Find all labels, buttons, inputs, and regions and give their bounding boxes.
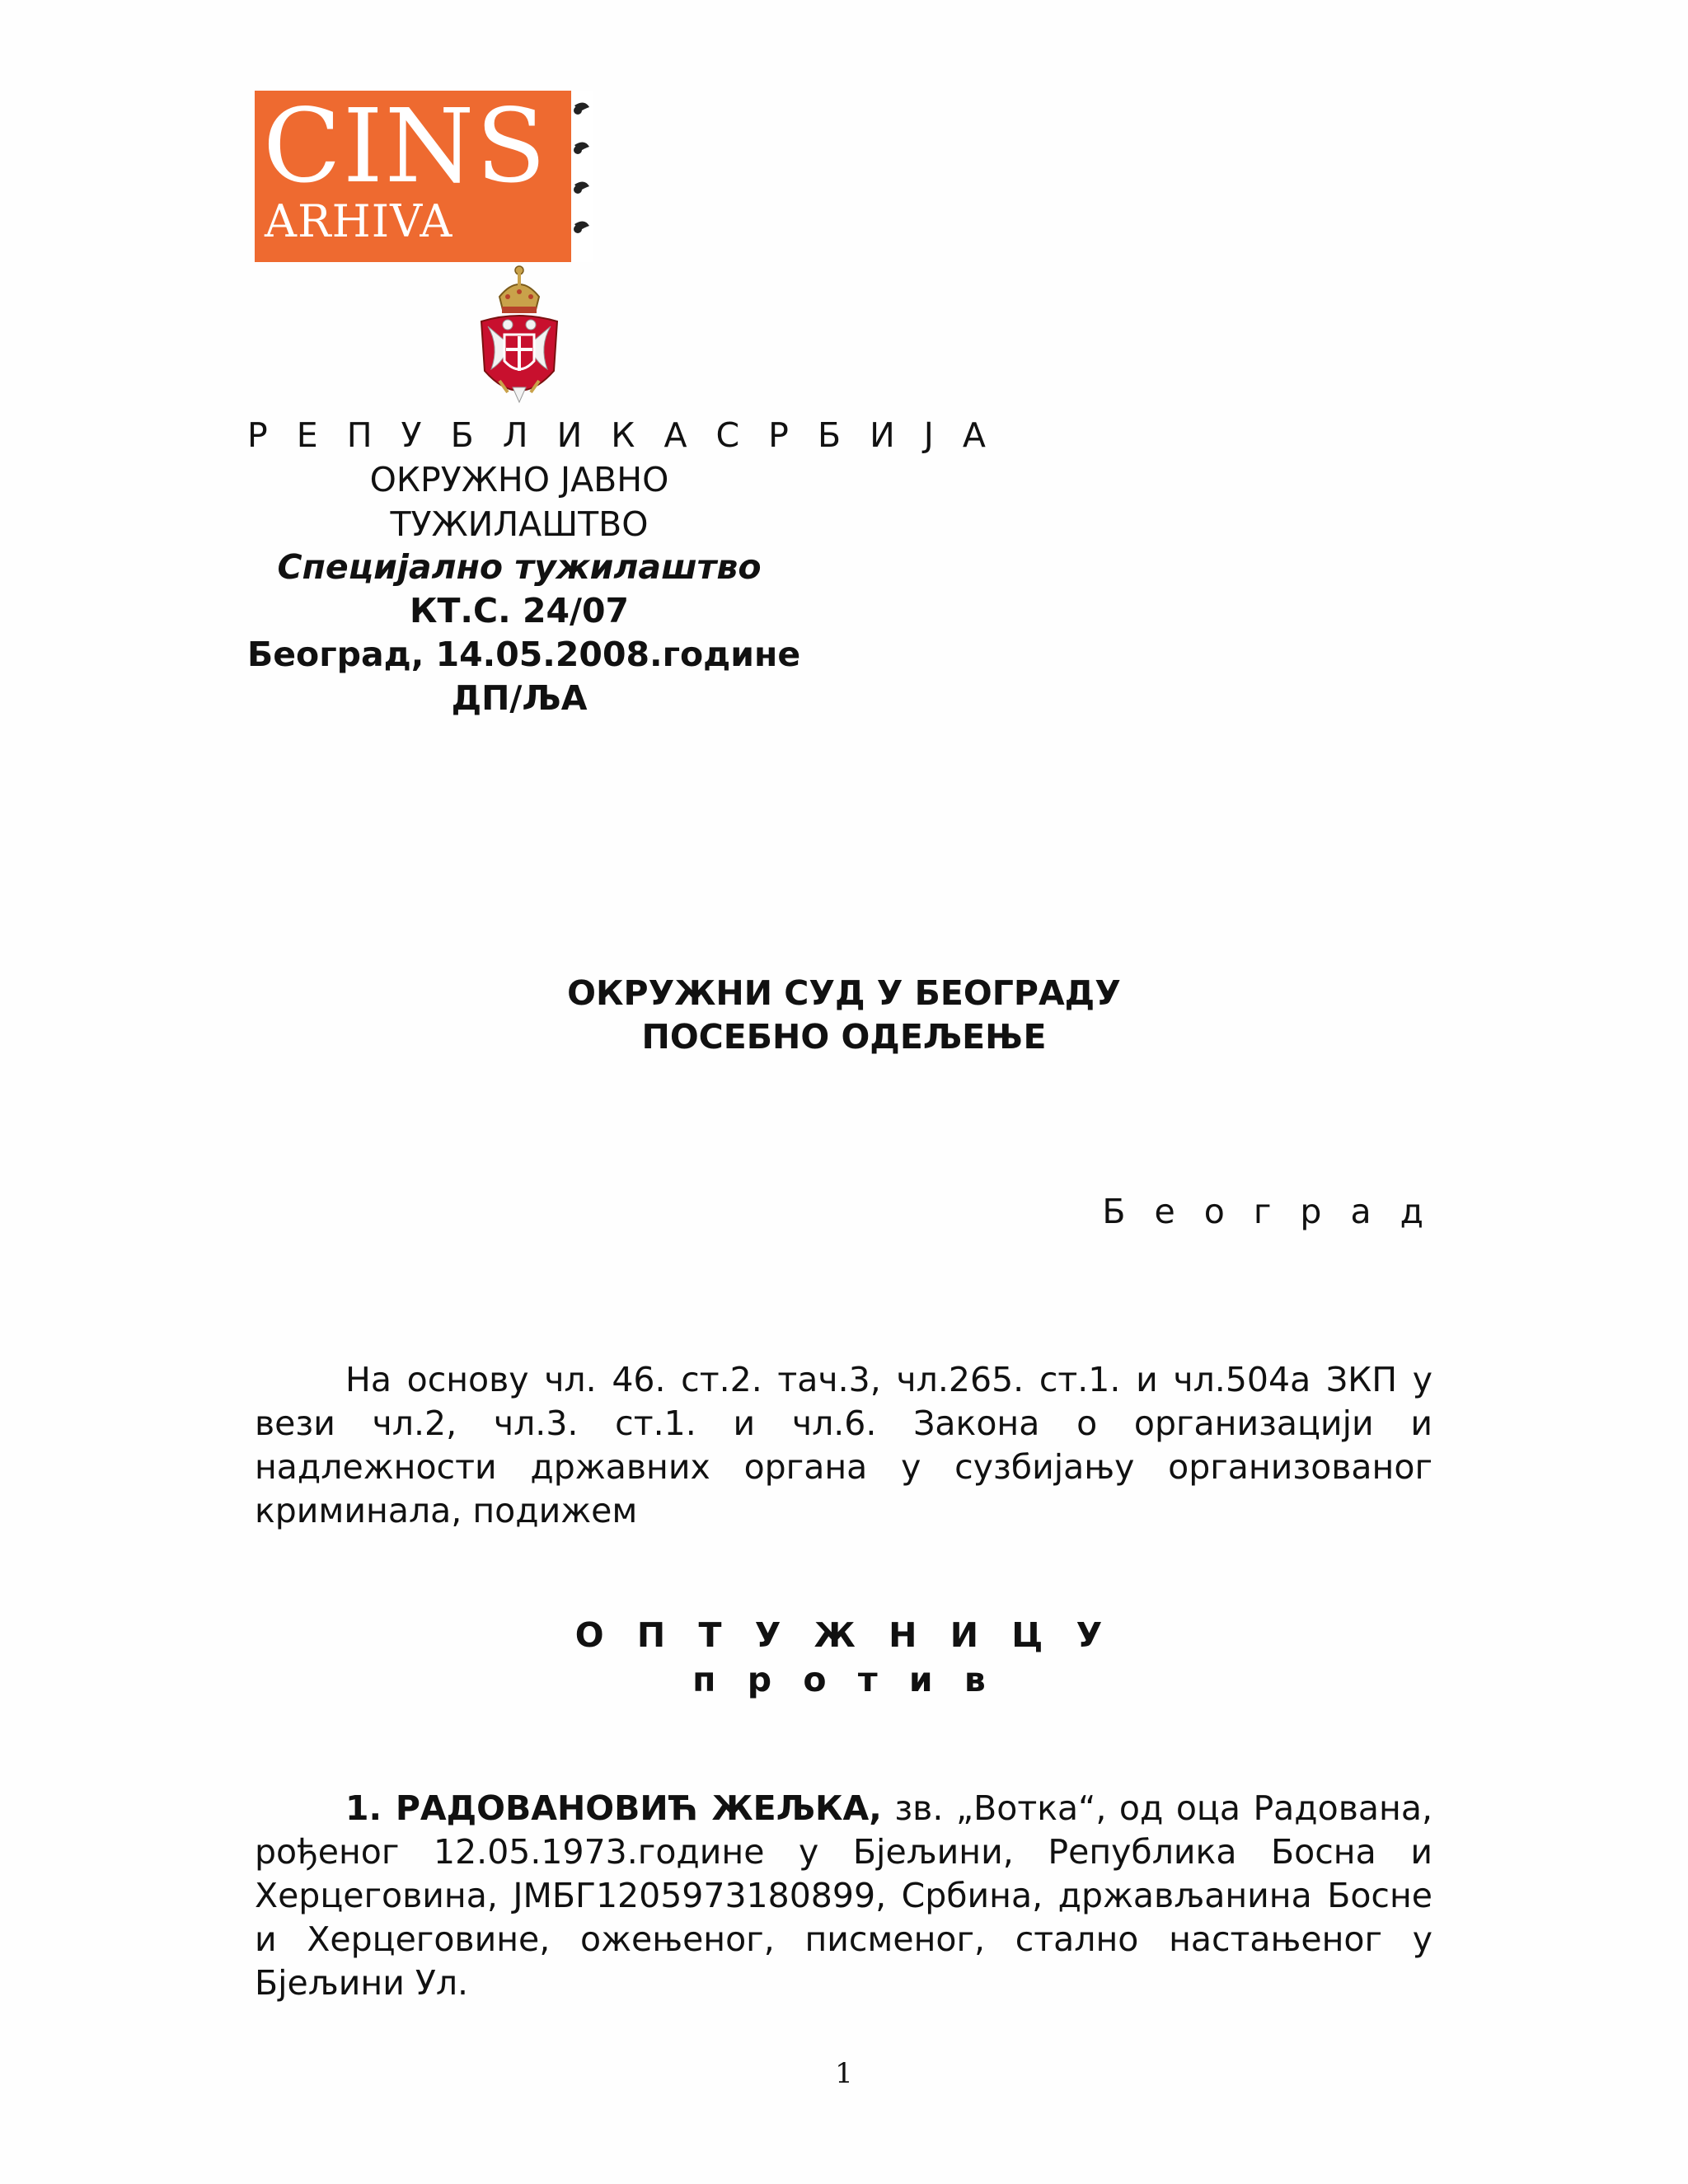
recipient-department: ПОСЕБНО ОДЕЉЕЊЕ [641,1017,1047,1057]
reference-initials: ДП/ЉА [451,678,588,718]
cins-arhiva-logo [255,91,593,262]
defendant-name: 1. РАДОВАНОВИЋ ЖЕЉКА, [345,1788,882,1828]
recipient-city: Б е о г р а д [1102,1192,1432,1231]
logo-sub-text: ARHIVA [265,195,453,247]
indictment-subtitle: п р о т и в [692,1660,996,1699]
header-office-line2: ТУЖИЛАШТВО [390,504,649,544]
crown-icon [499,266,539,313]
header-office-line1: ОКРУЖНО ЈАВНО [369,460,669,499]
case-number: КТ.С. 24/07 [409,591,630,630]
binder-rings-icon [571,91,593,262]
serbian-coat-of-arms-icon [475,264,564,410]
indictment-title: О П Т У Ж Н И Ц У [574,1615,1114,1655]
header-republic: Р Е П У Б Л И К А С Р Б И Ј А [247,415,995,455]
intro-paragraph [255,1358,1432,1533]
recipient-court: ОКРУЖНИ СУД У БЕОГРАДУ [567,973,1121,1013]
defendant-paragraph [255,1787,1432,2005]
document-date: Београд, 14.05.2008.године [247,635,801,674]
intro-text: На основу чл. 46. ст.2. тач.3, чл.265. ст.1. и чл.504а ЗКП у вези чл.2, чл.3. ст.1. и чл.6. Закона о организацији и надлежности државних органа у сузбијању организованог криминала, подижем [255,1360,1432,1530]
defendant-details: зв. „Вотка“, од оца Радована, рођеног 12.05.1973.године у Бјељини, Република Босна и Херцеговина, ЈМБГ1205973180899, Србина, држављанина Босне и Херцеговине, ожењеног, писменог, стално настањеног у Бјељини Ул. [255,1788,1432,2003]
page-number: 1 [835,2057,853,2090]
logo-main-text: CINS [263,91,548,206]
header-special-prosecution: Специјално тужилаштво [277,547,762,587]
